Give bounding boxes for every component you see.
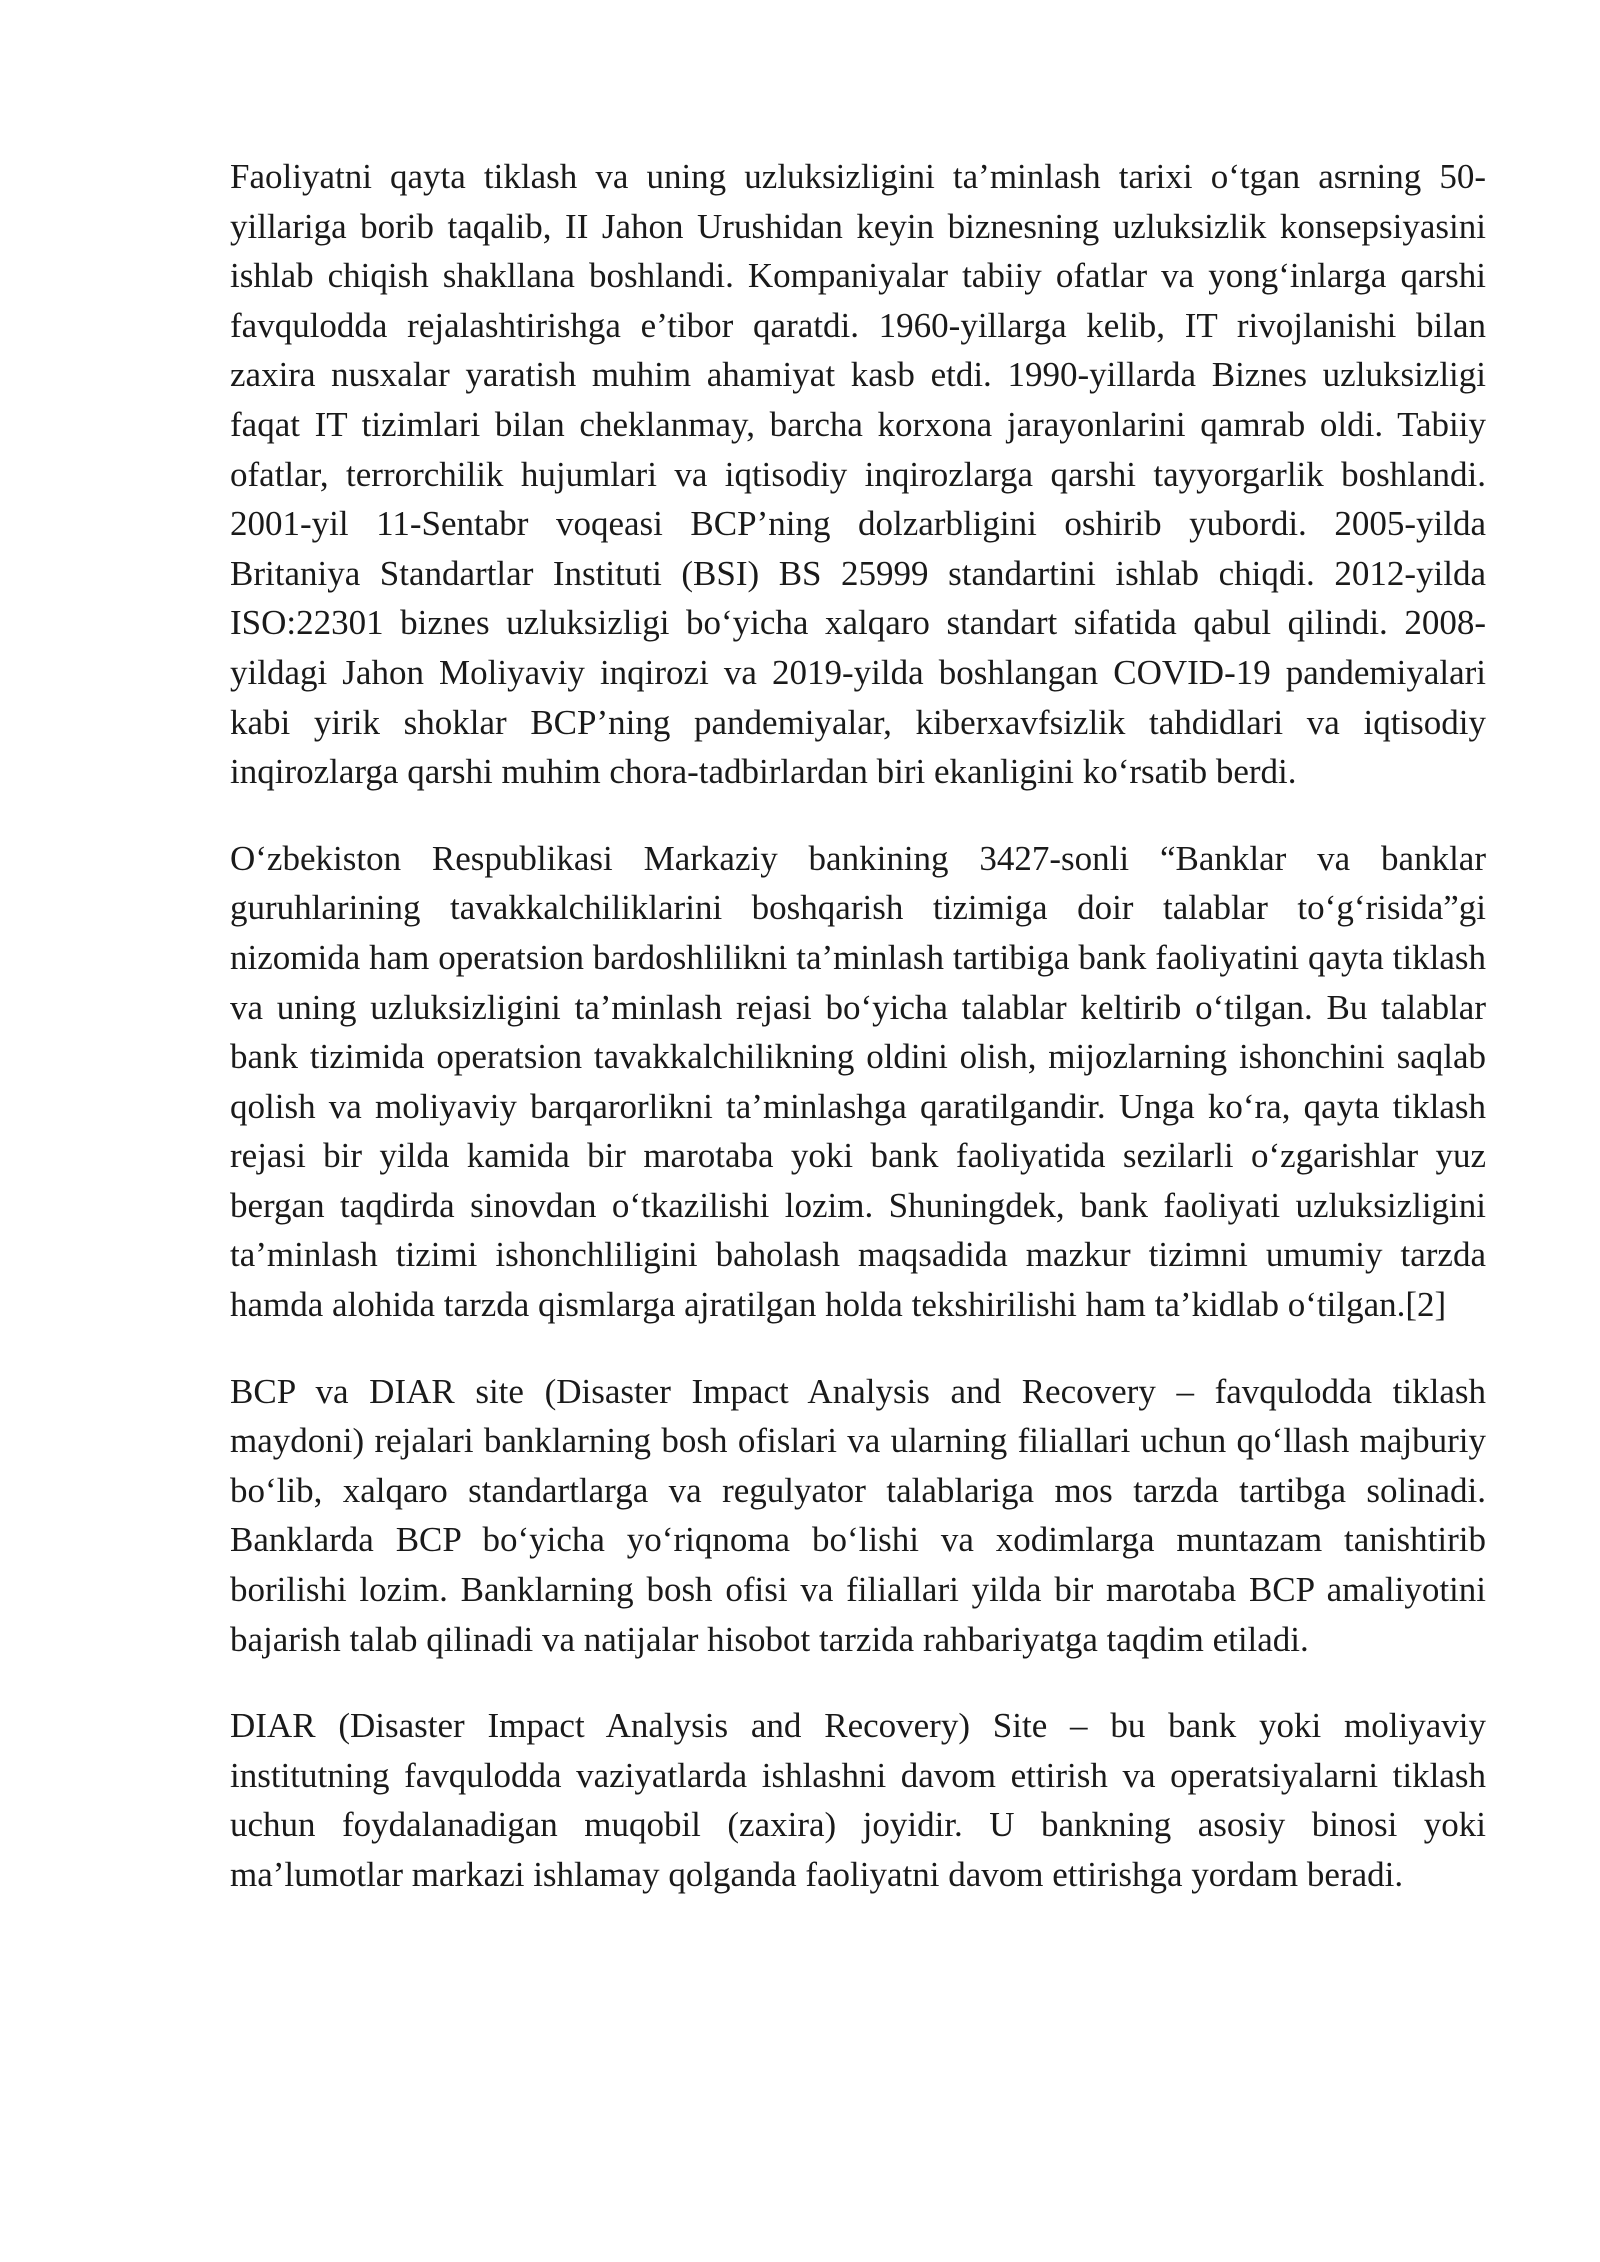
document-page [230, 152, 1486, 1937]
paragraph-central-bank-regulation: O‘zbekiston Respublikasi Markaziy bankining 3427-sonli “Banklar va banklar guruhlarining tavakkalchiliklarini boshqarish tizimiga doir talablar to‘g‘risida”gi nizomida ham operatsion bardoshlilikni ta’minlash tartibiga bank faoliyatini qayta tiklash va uning uzluksizligini ta’minlash rejasi bo‘yicha talablar keltirib o‘tilgan. Bu talablar bank tizimida operatsion tavakkalchilikning oldini olish, mijozlarning ishonchini saqlab qolish va moliyaviy barqarorlikni ta’minlashga qaratilgandir. Unga ko‘ra, qayta tiklash rejasi bir yilda kamida bir marotaba yoki bank faoliyatida sezilarli o‘zgarishlar yuz bergan taqdirda sinovdan o‘tkazilishi lozim. Shuningdek, bank faoliyati uzluksizligini ta’minlash tizimi ishonchliligini baholash maqsadida mazkur tizimni umumiy tarzda hamda alohida tarzda qismlarga ajratilgan holda tekshirilishi ham ta’kidlab o‘tilgan.[2] [230, 838, 1486, 1325]
paragraph-history: Faoliyatni qayta tiklash va uning uzluksizligini ta’minlash tarixi o‘tgan asrning 50-yillariga borib taqalib, II Jahon Urushidan keyin biznesning uzluksizlik konsepsiyasini ishlab chiqish shakllana boshlandi. Kompaniyalar tabiiy ofatlar va yong‘inlarga qarshi favqulodda rejalashtirishga e’tibor qaratdi. 1960-yillarga kelib, IT rivojlanishi bilan zaxira nusxalar yaratish muhim ahamiyat kasb etdi. 1990-yillarda Biznes uzluksizligi faqat IT tizimlari bilan cheklanmay, barcha korxona jarayonlarini qamrab oldi. Tabiiy ofatlar, terrorchilik hujumlari va iqtisodiy inqirozlarga qarshi tayyorgarlik boshlandi. 2001-yil 11-Sentabr voqeasi BCP’ning dolzarbligini oshirib yubordi. 2005-yilda Britaniya Standartlar Instituti (BSI) BS 25999 standartini ishlab chiqdi. 2012-yilda ISO:22301 biznes uzluksizligi bo‘yicha xalqaro standart sifatida qabul qilindi. 2008-yildagi Jahon Moliyaviy inqirozi va 2019-yilda boshlangan COVID-19 pandemiyalari kabi yirik shoklar BCP’ning pandemiyalar, kiberxavfsizlik tahdidlari va iqtisodiy inqirozlarga qarshi muhim chora-tadbirlardan biri ekanligini ko‘rsatib berdi. [230, 157, 1486, 792]
paragraph-diar-site-definition: DIAR (Disaster Impact Analysis and Recovery) Site – bu bank yoki moliyaviy institutning favqulodda vaziyatlarda ishlashni davom ettirish va operatsiyalarni tiklash uchun foydalanadigan muqobil (zaxira) joyidir. U bankning asosiy binosi yoki ma’lumotlar markazi ishlamay qolganda faoliyatni davom ettirishga yordam beradi. [230, 1706, 1486, 1894]
paragraph-bcp-diar-plans: BCP va DIAR site (Disaster Impact Analysis and Recovery – favqulodda tiklash maydoni) rejalari banklarning bosh ofislari va ularning filiallari uchun qo‘llash majburiy bo‘lib, xalqaro standartlarga va regulyator talablariga mos tarzda tartibga solinadi. Banklarda BCP bo‘yicha yo‘riqnoma bo‘lishi va xodimlarga muntazam tanishtirib borilishi lozim. Banklarning bosh ofisi va filiallari yilda bir marotaba BCP amaliyotini bajarish talab qilinadi va natijalar hisobot tarzida rahbariyatga taqdim etiladi. [230, 1371, 1486, 1659]
